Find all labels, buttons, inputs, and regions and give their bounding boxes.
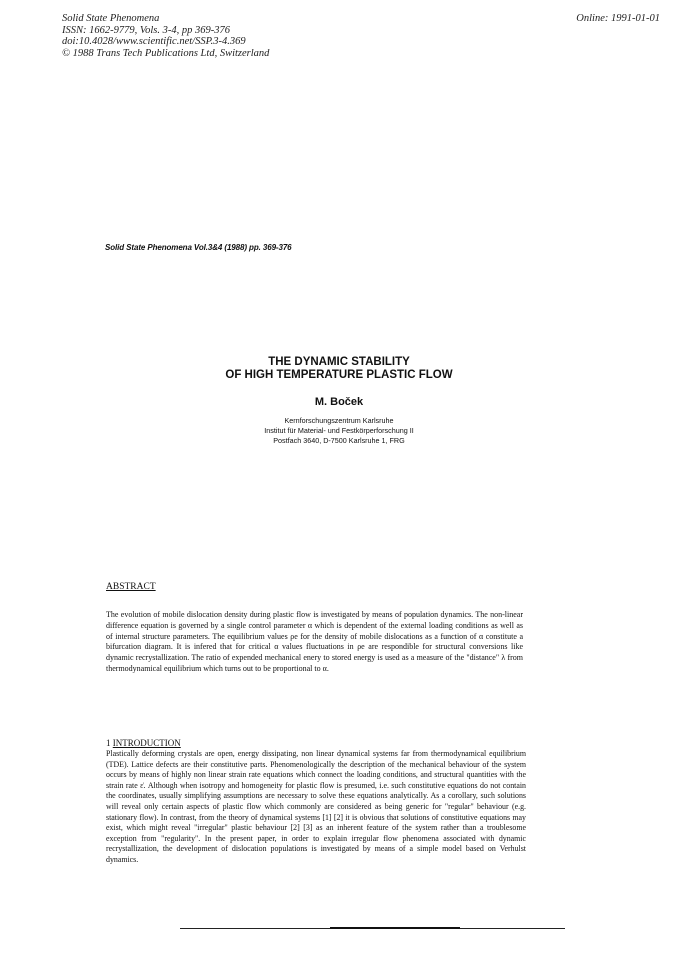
affiliation: [0, 416, 678, 446]
citation-header: [62, 13, 269, 59]
footer-rule-accent: [330, 927, 460, 929]
section-number: 1: [106, 738, 111, 748]
paper-title: [0, 356, 678, 382]
author-name: M. Boček: [314, 396, 364, 408]
introduction-text: Plastically deforming crystals are open, energy dissipating, non linear dynamical systems far from thermodynamical equilibrium (TDE). Lattice defects are their constitutive parts. Phenomenologically the description of the mechanical behaviour of the system occurs by means of highly non linear strain rate equations which connect the loading conditions, and structural quantities with the strain rate ε̇. Although when isotropy and homogeneity for plastic flow is presumed, i.e. such constitutive equations do not contain the coordinates, usually simplifying assumptions are necessary to solve these equations analytically. As a corollary, such solutions will reveal only certain aspects of plastic flow which commonly are considered as being generic for "regular" behaviour (e.g. stationary flow). In contrast, from the theory of dynamical systems [1] [2] it is obvious that solutions of constitutive equations may exist, which might reveal "irregular" plastic behaviour [2] [3] as an inherent feature of the system rather than a troublesome exception from "regularity". In the present paper, in order to explain irregular flow phenomena associated with dynamic recrystallization, the development of dislocation populations is investigated by means of a simple model based on Verhulst dynamics.: [106, 749, 526, 864]
affiliation-line-3: Postfach 3640, D-7500 Karlsruhe 1, FRG: [273, 436, 405, 445]
abstract-heading: ABSTRACT: [106, 582, 156, 592]
doi-line: doi:10.4028/www.scientific.net/SSP.3-4.369: [62, 36, 246, 47]
section-heading: [106, 738, 181, 748]
section-title: INTRODUCTION: [112, 738, 181, 748]
journal-reference: Solid State Phenomena Vol.3&4 (1988) pp. 369-376: [105, 243, 292, 252]
issn-line: ISSN: 1662-9779, Vols. 3-4, pp 369-376: [62, 24, 230, 36]
copyright-line: © 1988 Trans Tech Publications Ltd, Switzerland: [62, 47, 270, 59]
online-date: Online: 1991-01-01: [576, 13, 660, 24]
title-line-2: OF HIGH TEMPERATURE PLASTIC FLOW: [225, 369, 453, 381]
abstract-text: The evolution of mobile dislocation density during plastic flow is investigated by means of population dynamics. The non-linear difference equation is governed by a single control parameter α which is dependent of the external loading conditions as well as of internal structure parameters. The equilibrium values ρe for the density of mobile dislocations as a function of α constitute a bifurcation diagram. It is infered that for critical α values fluctuations in ρe are respondible for structural conversions like dynamic recrystallization. The ratio of expended mechanical enery to stored energy is used as a measure of the "distance" λ from thermodynamical equilibrium which turns out to be proportional to α.: [106, 610, 523, 673]
journal-name: Solid State Phenomena: [62, 13, 160, 24]
affiliation-line-2: Institut für Material- und Festkörperforschung II: [264, 426, 414, 435]
title-line-1: THE DYNAMIC STABILITY: [268, 356, 410, 368]
affiliation-line-1: Kernforschungszentrum Karlsruhe: [284, 416, 394, 425]
